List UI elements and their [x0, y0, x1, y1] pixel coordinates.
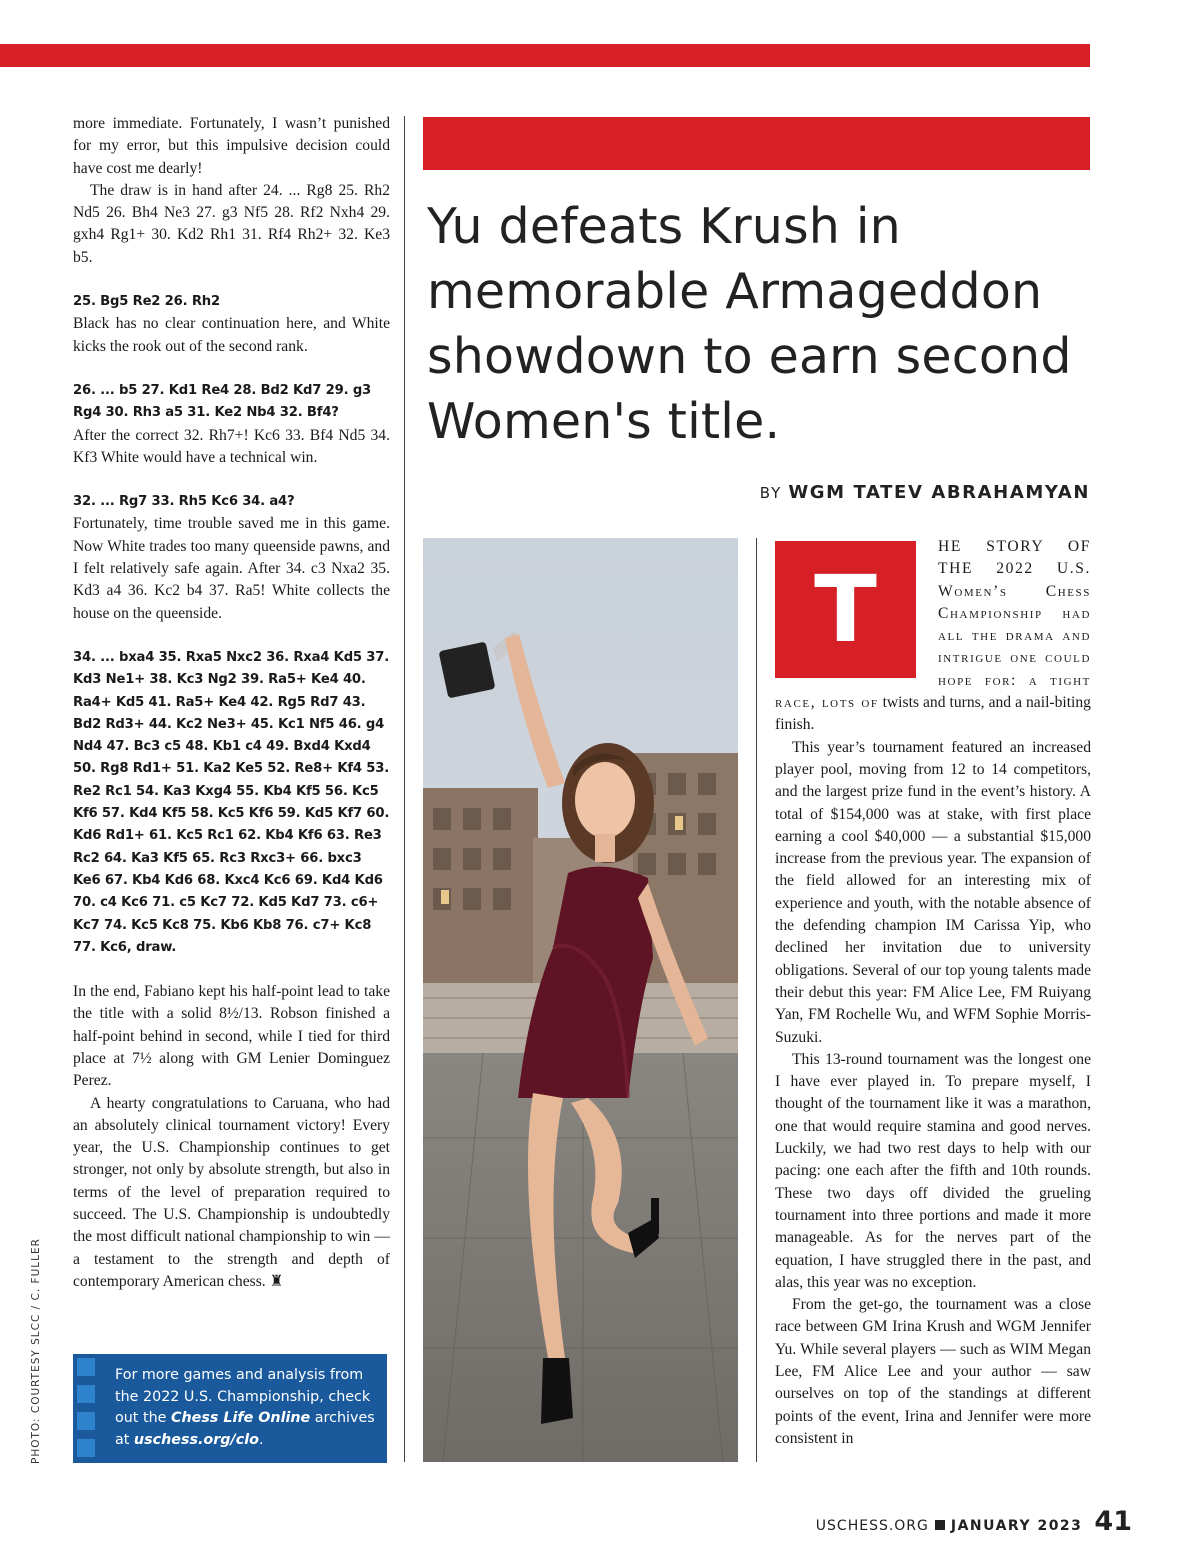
page-number: 41 — [1094, 1506, 1132, 1537]
game-moves: 34. ... bxa4 35. Rxa5 Nxc2 36. Rxa4 Kd5 37. Kd3 Ne1+ 38. Kc3 Ng2 39. Ra5+ Ke4 40. Ra4+ Kd5 41. Ra5+ Ke4 42. Rg5 Rd7 43. Bd2 Rd3+ 44. Kc2 Ne3+ 45. Kc1 Nf5 46. g4 Nd4 47. Bc3 c5 48. Kb1 c4 49. Bxd4 Kxd4 50. Rg8 Rd1+ 51. Ka2 Ke5 52. Re8+ Kf4 53. Re2 Rc1 54. Ka3 Kxg4 55. Kb4 Kf5 56. Kc5 Kf6 57. Kd4 Kf5 58. Kc5 Kf6 59. Kd5 Kf7 60. Kd6 Rd1+ 61. Kc5 Rc1 62. Kb4 Kf6 63. Re3 Rc2 64. Ka3 Kf5 65. Rc3 Rxc3+ 66. bxc3 Ke6 67. Kb4 Kd6 68. Kxc4 Kc6 69. Kd4 Kd6 70. c4 Kc6 71. c5 Kc7 72. Kd5 Kd7 73. c6+ Kc7 74. Kc5 Kc8 75. Kb6 Kb8 76. c7+ Kc8 77. Kc6, draw. — [73, 649, 390, 955]
body-paragraph: A hearty congratulations to Caruana, who had an absolutely clinical tournament victory! Every year, the U.S. Championship continues to get stronger, not only by absolute strength, but also in terms of the level of preparation required to succeed. The U.S. Championship is undoubtedly the most difficult national championship to win — a testament to the strength and depth of contemporary American chess. ♜ — [73, 1094, 390, 1290]
site-url: USCHESS.ORG — [815, 1518, 929, 1534]
author-name: WGM TATEV ABRAHAMYAN — [788, 482, 1090, 503]
right-column — [775, 536, 1091, 1450]
champion-photo-illustration — [423, 538, 738, 1462]
issue-date: JANUARY 2023 — [950, 1518, 1083, 1534]
drop-cap: T — [775, 541, 916, 678]
body-paragraph: This 13-round tournament was the longest one I have ever played in. To prepare myself, I thought of the tournament like it was a marathon, one that would require stamina and good nerves. Luckily, we had two rest days to help with our pacing: one each after the fifth and 10th rounds. These two days off divided the grueling tournament into three portions and made it more manageable. As for the nerves part of the equation, I have struggled there in the past, and alas, this year was no exception. — [775, 1050, 1091, 1291]
column-divider — [404, 116, 405, 1462]
article-headline: Yu defeats Krush in memorable Armageddon showdown to earn second Women's title. — [427, 198, 1072, 450]
title-accent-bar — [423, 117, 1090, 170]
game-moves: 26. ... b5 27. Kd1 Re4 28. Bd2 Kd7 29. g3 Rg4 30. Rh3 a5 31. Ke2 Nb4 32. Bf4? — [73, 382, 372, 421]
publication-name: Chess Life Online — [170, 1410, 311, 1426]
body-paragraph: This year’s tournament featured an increased player pool, moving from 12 to 14 competitors, and the largest prize fund in the event’s history. A total of $154,000 was at stake, with first place earning a cool $40,000 — a substantial $15,000 increase from the previous year. The expansion of the field allowed for an interesting mix of experience and youth, with the notable absence of the defending champion IM Carissa Yip, who declined her invitation due to university obligations. Several of our top young talents made their debut this year: FM Alice Lee, FM Ruiyang Yan, FM Rochelle Wu, and WFM Sophie Morris-Suzuki. — [775, 738, 1091, 1046]
body-paragraph: In the end, Fabiano kept his half-point lead to take the title with a solid 8½/13. Robson finished a half-point behind in second, while I tied for third place at 7½ along with GM Lenier Dominguez Perez. — [73, 983, 390, 1090]
decorative-squares — [77, 1358, 95, 1466]
top-accent-bar — [0, 44, 1090, 67]
lead-paragraph: HE STORY OF THE 2022 U.S. Women’s Chess Championship had all the drama and intrigue one could hope for: a tight race, lots of twists and turns, and a nail-biting finish. — [775, 538, 1091, 734]
left-column — [73, 113, 390, 1293]
annotation-paragraph: After the correct 32. Rh7+! Kc6 33. Bf4 Nd5 34. Kf3 White would have a technical win. — [73, 426, 390, 466]
body-paragraph: From the get-go, the tournament was a close race between GM Irina Krush and WGM Jennifer Yu. While several players — such as WIM Megan Lee, FM Alice Lee and your author — saw ourselves on top of the standings at different points of the event, Irina and Jennifer were more consistent in — [775, 1296, 1091, 1447]
info-box — [73, 1354, 387, 1463]
info-box-text: For more games and analysis from the 2022 U.S. Championship, check out the Chess Life Online archives at uschess.org/clo. — [115, 1367, 375, 1448]
separator-square-icon — [935, 1520, 945, 1530]
game-moves: 25. Bg5 Re2 26. Rh2 — [73, 294, 220, 310]
annotation-paragraph: Fortunately, time trouble saved me in this game. Now White trades too many queenside pawns, and I felt relatively safe again. After 34. c3 Nxa2 35. Kd3 a4 36. Kc2 b4 37. Ra5! White collects the house on the queenside. — [73, 515, 390, 622]
article-photo — [423, 538, 738, 1462]
info-link[interactable]: uschess.org/clo — [133, 1431, 259, 1448]
page-footer — [816, 1506, 1132, 1537]
annotation-paragraph: Black has no clear continuation here, and White kicks the rook out of the second rank. — [73, 315, 390, 355]
column-divider — [756, 538, 757, 1462]
end-mark-icon: ♜ — [269, 1272, 284, 1290]
body-paragraph: more immediate. Fortunately, I wasn’t punished for my error, but this impulsive decision could have cost me dearly! — [73, 115, 390, 177]
byline: BY WGM TATEV ABRAHAMYAN — [759, 482, 1090, 503]
game-moves: 32. ... Rg7 33. Rh5 Kc6 34. a4? — [73, 494, 295, 510]
photo-credit: PHOTO: COURTESY SLCC / C. FULLER — [30, 1238, 42, 1464]
body-paragraph: The draw is in hand after 24. ... Rg8 25. Rh2 Nd5 26. Bh4 Ne3 27. g3 Nf5 28. Rf2 Nxh4 29. gxh4 Rg1+ 30. Kd2 Rh1 31. Rf4 Rh2+ 32. Ke3 b5. — [73, 181, 390, 266]
